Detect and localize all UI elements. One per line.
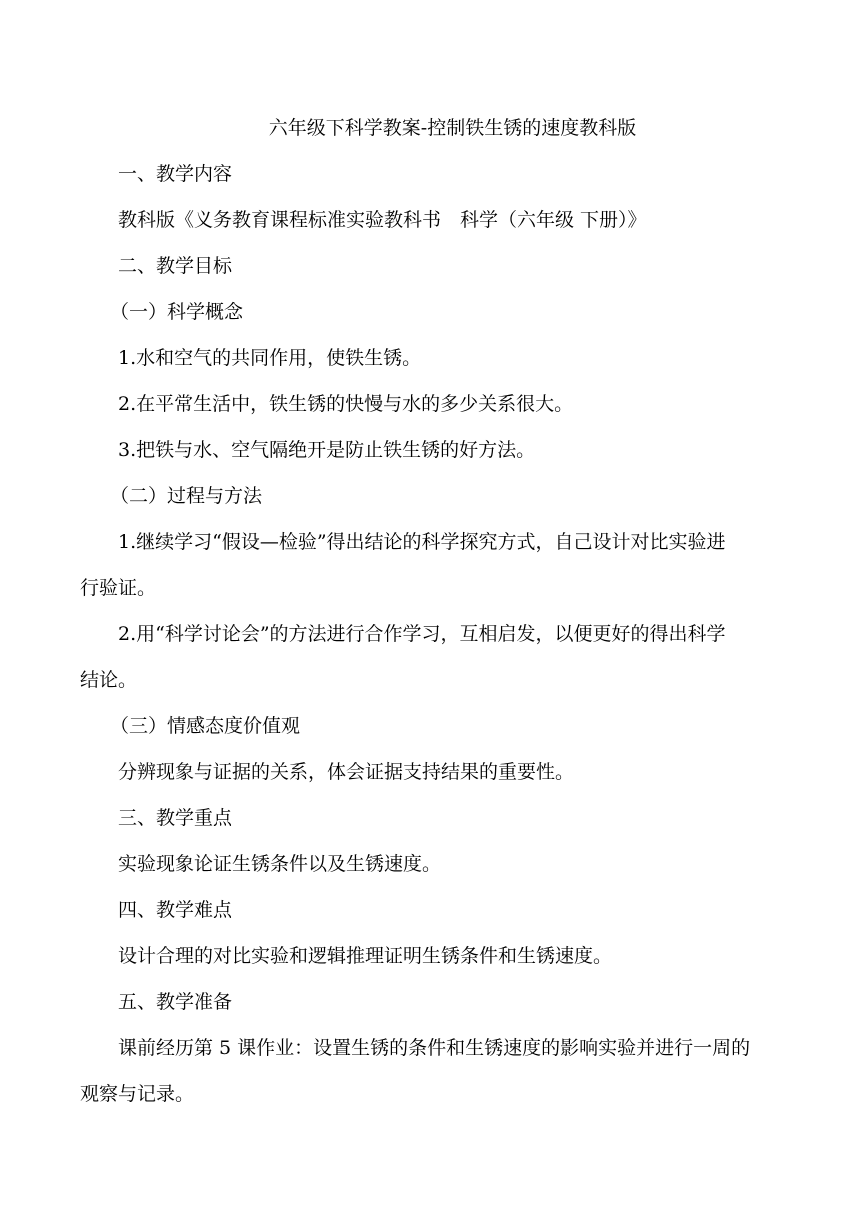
method-item-1-line-1: 1.继续学习“假设—检验”得出结论的科学探究方式，自己设计对比实验进 bbox=[118, 531, 726, 553]
document-title: 六年级下科学教案-控制铁生锈的速度教科版 bbox=[268, 117, 637, 139]
subsection-1-heading: （一）科学概念 bbox=[110, 301, 244, 323]
method-item-1-line-2: 行验证。 bbox=[80, 577, 157, 599]
method-item-2-line-1: 2.用“科学讨论会”的方法进行合作学习，互相启发，以便更好的得出科学 bbox=[118, 623, 726, 645]
section-4-text: 设计合理的对比实验和逻辑推理证明生锈条件和生锈速度。 bbox=[118, 945, 613, 967]
method-item-2-line-2: 结论。 bbox=[80, 669, 138, 691]
section-1-heading: 一、教学内容 bbox=[118, 163, 233, 185]
concept-item-3: 3.把铁与水、空气隔绝开是防止铁生锈的好方法。 bbox=[118, 439, 536, 461]
section-2-heading: 二、教学目标 bbox=[118, 255, 233, 277]
concept-item-2: 2.在平常生活中，铁生锈的快慢与水的多少关系很大。 bbox=[118, 393, 574, 415]
attitude-text: 分辨现象与证据的关系，体会证据支持结果的重要性。 bbox=[118, 761, 575, 783]
section-4-heading: 四、教学难点 bbox=[118, 899, 233, 921]
concept-item-1: 1.水和空气的共同作用，使铁生锈。 bbox=[118, 347, 422, 369]
subsection-3-heading: （三）情感态度价值观 bbox=[110, 715, 301, 737]
section-1-text: 教科版《义务教育课程标准实验教科书 科学（六年级 下册）》 bbox=[118, 209, 647, 231]
section-5-line-2: 观察与记录。 bbox=[80, 1083, 195, 1105]
section-5-heading: 五、教学准备 bbox=[118, 991, 233, 1013]
subsection-2-heading: （二）过程与方法 bbox=[110, 485, 263, 507]
section-3-heading: 三、教学重点 bbox=[118, 807, 233, 829]
section-5-line-1: 课前经历第 5 课作业：设置生锈的条件和生锈速度的影响实验并进行一周的 bbox=[118, 1037, 751, 1059]
section-3-text: 实验现象论证生锈条件以及生锈速度。 bbox=[118, 853, 442, 875]
